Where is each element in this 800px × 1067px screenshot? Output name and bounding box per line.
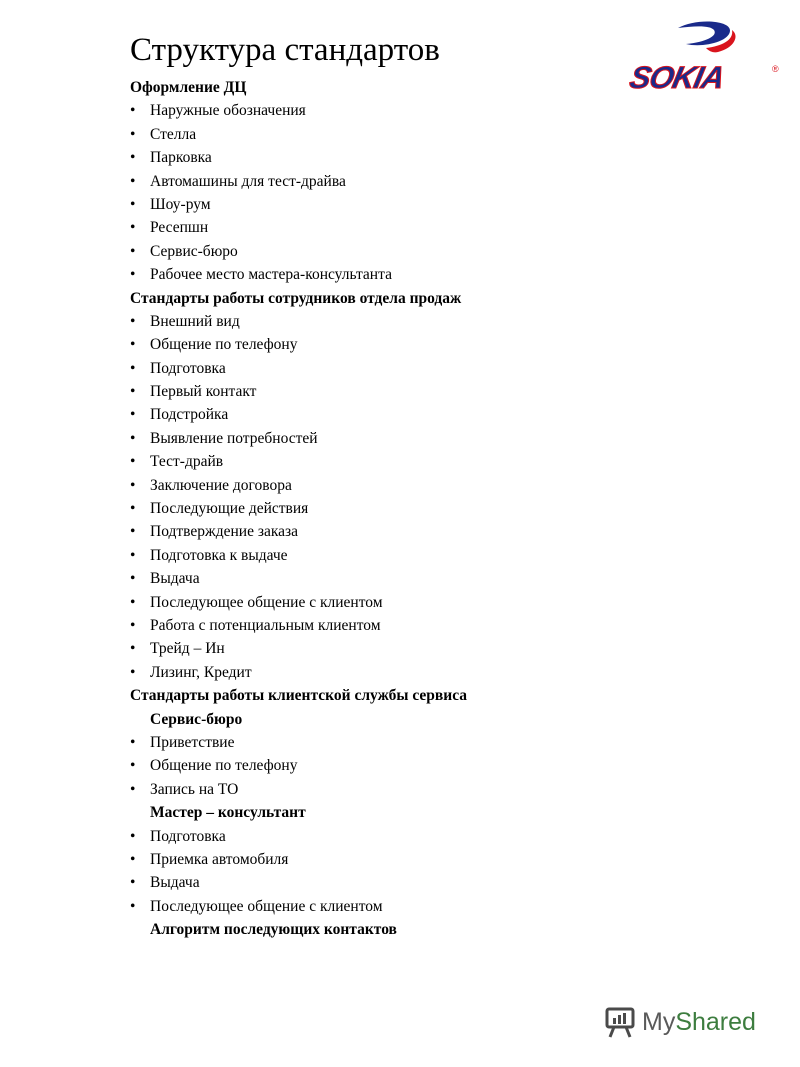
bullet-icon: • (130, 476, 136, 494)
list-item-text: Лизинг, Кредит (150, 663, 252, 681)
bullet-icon: • (130, 102, 136, 120)
list-item (130, 403, 610, 426)
bullet-icon: • (130, 500, 136, 518)
list-item-text: Наружные обозначения (150, 102, 306, 120)
list-item (130, 848, 610, 871)
list-item (130, 170, 610, 193)
list-item-text: Последующие действия (150, 500, 309, 518)
bullet-icon: • (130, 546, 136, 564)
list-item-text: Выдача (150, 874, 200, 892)
bullet-icon: • (130, 616, 136, 634)
page-title: Структура стандартов (130, 32, 440, 68)
bullet-icon: • (130, 149, 136, 167)
list-item (130, 123, 610, 146)
list-item-text: Шоу-рум (150, 195, 211, 213)
list-item (130, 754, 610, 777)
list-item (130, 146, 610, 169)
bullet-icon: • (130, 523, 136, 541)
list-item (130, 544, 610, 567)
bullet-icon: • (130, 429, 136, 447)
list-item (130, 357, 610, 380)
registered-mark: ® (772, 64, 779, 74)
section-heading: Стандарты работы клиентской службы сервиса (130, 687, 468, 705)
list-item-text: Запись на ТО (150, 780, 239, 798)
bullet-icon: • (130, 757, 136, 775)
list-item-text: Подготовка (150, 827, 226, 845)
list-item (130, 333, 610, 356)
list-item-text: Автомашины для тест-драйва (150, 172, 346, 190)
logo-text: SOKIA (626, 60, 728, 95)
bullet-icon: • (130, 640, 136, 658)
list-item-text: Последующее общение с клиентом (150, 897, 383, 915)
list-item (130, 520, 610, 543)
bullet-icon: • (130, 874, 136, 892)
section-heading: Оформление ДЦ (130, 79, 247, 96)
list-item-text: Выявление потребностей (150, 429, 318, 447)
list-item (130, 661, 610, 684)
list-item-text: Подстройка (150, 406, 229, 424)
bullet-icon: • (130, 195, 136, 213)
sokia-logo (626, 18, 782, 96)
list-item-text: Общение по телефону (150, 336, 298, 354)
list-item (130, 637, 610, 660)
bullet-icon: • (130, 383, 136, 401)
list-item (130, 427, 610, 450)
bullet-icon: • (130, 827, 136, 845)
list-item (130, 263, 610, 286)
watermark-my: My (642, 1007, 676, 1036)
list-item-text: Подготовка (150, 359, 226, 377)
list-item-text: Тест-драйв (150, 453, 224, 471)
list-item-text: Трейд – Ин (150, 640, 225, 658)
list-item (130, 497, 610, 520)
list-item-text: Приемка автомобиля (150, 850, 289, 868)
list-item-text: Внешний вид (150, 312, 240, 330)
bullet-icon: • (130, 172, 136, 190)
list-item-text: Последующее общение с клиентом (150, 593, 383, 611)
list-item (130, 778, 610, 801)
subsection-heading: Сервис-бюро (150, 710, 243, 728)
list-item (130, 99, 610, 122)
list-item-text: Подтверждение заказа (150, 523, 299, 541)
watermark-shared: Shared (675, 1007, 756, 1036)
list-item (130, 450, 610, 473)
list-item (130, 895, 610, 918)
bullet-icon: • (130, 663, 136, 681)
list-item (130, 825, 610, 848)
bullet-icon: • (130, 406, 136, 424)
bullet-icon: • (130, 266, 136, 284)
list-item (130, 591, 610, 614)
bullet-icon: • (130, 593, 136, 611)
bullet-icon: • (130, 219, 136, 237)
list-item-text: Рабочее место мастера-консультанта (150, 266, 392, 284)
presentation-board-icon (604, 1005, 636, 1039)
bullet-icon: • (130, 780, 136, 798)
list-item-text: Работа с потенциальным клиентом (150, 616, 381, 634)
list-item (130, 871, 610, 894)
list-item-text: Заключение договора (150, 476, 292, 494)
section-heading: Стандарты работы сотрудников отдела продаж (130, 289, 462, 307)
list-item (130, 380, 610, 403)
list-item (130, 731, 610, 754)
bullet-icon: • (130, 312, 136, 330)
bullet-icon: • (130, 336, 136, 354)
list-item-text: Парковка (150, 149, 212, 167)
myshared-watermark (604, 1002, 756, 1042)
bullet-icon: • (130, 897, 136, 915)
list-item-text: Сервис-бюро (150, 242, 238, 260)
list-item-text: Стелла (150, 125, 197, 143)
list-item-text: Первый контакт (150, 383, 257, 401)
list-item (130, 310, 610, 333)
list-item (130, 614, 610, 637)
list-item (130, 474, 610, 497)
list-item-text: Общение по телефону (150, 757, 298, 775)
list-item (130, 567, 610, 590)
sokia-swoosh-icon (678, 22, 736, 53)
list-item (130, 193, 610, 216)
bullet-icon: • (130, 359, 136, 377)
bullet-icon: • (130, 242, 136, 260)
bullet-icon: • (130, 733, 136, 751)
list-item-text: Подготовка к выдаче (150, 546, 288, 564)
bullet-icon: • (130, 570, 136, 588)
list-item-text: Приветствие (150, 733, 235, 751)
bullet-icon: • (130, 125, 136, 143)
bullet-icon: • (130, 850, 136, 868)
list-item (130, 216, 610, 239)
standards-list (130, 76, 610, 941)
subsection-heading: Алгоритм последующих контактов (150, 921, 397, 939)
bullet-icon: • (130, 453, 136, 471)
subsection-heading: Мастер – консультант (150, 804, 306, 822)
list-item (130, 240, 610, 263)
list-item-text: Выдача (150, 570, 200, 588)
list-item-text: Ресепшн (150, 219, 209, 237)
